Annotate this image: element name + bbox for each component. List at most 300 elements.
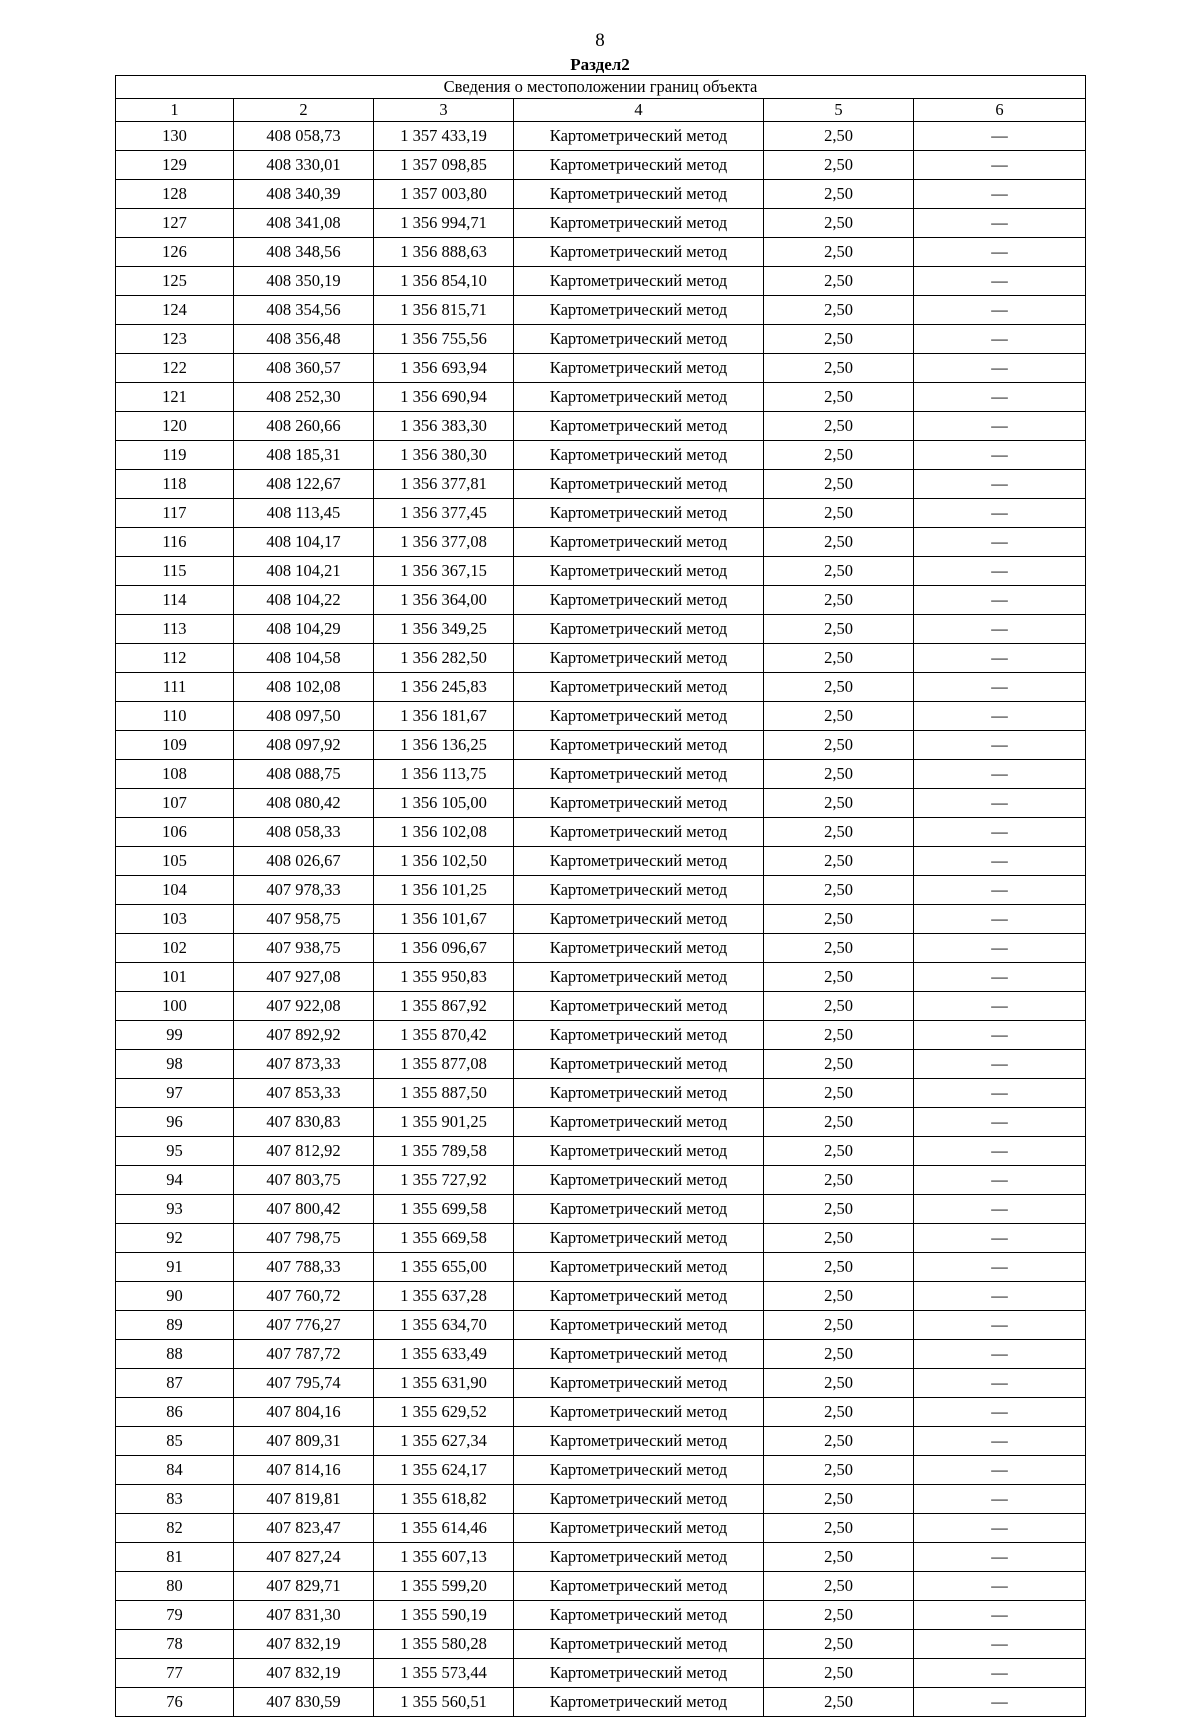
determination-method: Картометрический метод [514, 789, 764, 818]
coord-x: 407 938,75 [234, 934, 374, 963]
table-row [116, 1601, 1086, 1630]
table-title: Сведения о местоположении границ объекта [116, 76, 1086, 99]
determination-method: Картометрический метод [514, 644, 764, 673]
coord-y: 1 356 096,67 [374, 934, 514, 963]
coord-y: 1 356 245,83 [374, 673, 514, 702]
description: — [914, 1369, 1086, 1398]
coord-x: 408 330,01 [234, 151, 374, 180]
table-row [116, 151, 1086, 180]
accuracy: 2,50 [764, 267, 914, 296]
description: — [914, 1079, 1086, 1108]
coord-y: 1 356 888,63 [374, 238, 514, 267]
point-number: 95 [116, 1137, 234, 1166]
coord-x: 408 097,50 [234, 702, 374, 731]
table-row [116, 1485, 1086, 1514]
determination-method: Картометрический метод [514, 586, 764, 615]
coord-x: 408 340,39 [234, 180, 374, 209]
determination-method: Картометрический метод [514, 963, 764, 992]
coord-x: 408 104,58 [234, 644, 374, 673]
determination-method: Картометрический метод [514, 905, 764, 934]
table-row [116, 1659, 1086, 1688]
coord-y: 1 356 102,50 [374, 847, 514, 876]
determination-method: Картометрический метод [514, 122, 764, 151]
coord-x: 408 360,57 [234, 354, 374, 383]
accuracy: 2,50 [764, 412, 914, 441]
accuracy: 2,50 [764, 1079, 914, 1108]
accuracy: 2,50 [764, 1021, 914, 1050]
coord-x: 408 080,42 [234, 789, 374, 818]
point-number: 91 [116, 1253, 234, 1282]
coord-x: 407 892,92 [234, 1021, 374, 1050]
table-row [116, 1572, 1086, 1601]
point-number: 105 [116, 847, 234, 876]
coord-y: 1 356 994,71 [374, 209, 514, 238]
determination-method: Картометрический метод [514, 441, 764, 470]
accuracy: 2,50 [764, 1630, 914, 1659]
accuracy: 2,50 [764, 586, 914, 615]
description: — [914, 151, 1086, 180]
coord-x: 407 787,72 [234, 1340, 374, 1369]
table-row [116, 528, 1086, 557]
table-row [116, 325, 1086, 354]
table-row [116, 499, 1086, 528]
coord-x: 407 795,74 [234, 1369, 374, 1398]
point-number: 97 [116, 1079, 234, 1108]
accuracy: 2,50 [764, 615, 914, 644]
coord-x: 408 102,08 [234, 673, 374, 702]
determination-method: Картометрический метод [514, 847, 764, 876]
column-number-1: 1 [116, 99, 234, 122]
determination-method: Картометрический метод [514, 673, 764, 702]
determination-method: Картометрический метод [514, 1543, 764, 1572]
point-number: 120 [116, 412, 234, 441]
determination-method: Картометрический метод [514, 1369, 764, 1398]
accuracy: 2,50 [764, 354, 914, 383]
table-row [116, 818, 1086, 847]
point-number: 100 [116, 992, 234, 1021]
determination-method: Картометрический метод [514, 1659, 764, 1688]
coord-y: 1 356 755,56 [374, 325, 514, 354]
table-row [116, 789, 1086, 818]
table-row [116, 1398, 1086, 1427]
coord-x: 408 354,56 [234, 296, 374, 325]
coord-y: 1 355 631,90 [374, 1369, 514, 1398]
determination-method: Картометрический метод [514, 325, 764, 354]
point-number: 127 [116, 209, 234, 238]
point-number: 125 [116, 267, 234, 296]
description: — [914, 789, 1086, 818]
determination-method: Картометрический метод [514, 528, 764, 557]
coord-y: 1 356 105,00 [374, 789, 514, 818]
description: — [914, 1224, 1086, 1253]
description: — [914, 905, 1086, 934]
description: — [914, 818, 1086, 847]
determination-method: Картометрический метод [514, 296, 764, 325]
accuracy: 2,50 [764, 702, 914, 731]
accuracy: 2,50 [764, 1224, 914, 1253]
description: — [914, 557, 1086, 586]
table-row [116, 1108, 1086, 1137]
point-number: 93 [116, 1195, 234, 1224]
coord-y: 1 356 364,00 [374, 586, 514, 615]
table-row [116, 876, 1086, 905]
point-number: 81 [116, 1543, 234, 1572]
coord-y: 1 355 669,58 [374, 1224, 514, 1253]
coord-y: 1 356 136,25 [374, 731, 514, 760]
coord-y: 1 355 950,83 [374, 963, 514, 992]
coord-y: 1 357 098,85 [374, 151, 514, 180]
table-row [116, 992, 1086, 1021]
point-number: 112 [116, 644, 234, 673]
point-number: 106 [116, 818, 234, 847]
table-row [116, 673, 1086, 702]
coord-x: 408 058,33 [234, 818, 374, 847]
coord-y: 1 355 599,20 [374, 1572, 514, 1601]
accuracy: 2,50 [764, 1485, 914, 1514]
description: — [914, 1340, 1086, 1369]
determination-method: Картометрический метод [514, 354, 764, 383]
coord-x: 408 122,67 [234, 470, 374, 499]
description: — [914, 1601, 1086, 1630]
coord-y: 1 356 181,67 [374, 702, 514, 731]
coord-x: 408 104,21 [234, 557, 374, 586]
accuracy: 2,50 [764, 209, 914, 238]
accuracy: 2,50 [764, 760, 914, 789]
description: — [914, 209, 1086, 238]
coord-y: 1 356 380,30 [374, 441, 514, 470]
coord-y: 1 355 560,51 [374, 1688, 514, 1717]
accuracy: 2,50 [764, 296, 914, 325]
determination-method: Картометрический метод [514, 702, 764, 731]
determination-method: Картометрический метод [514, 1572, 764, 1601]
table-row [116, 180, 1086, 209]
coord-x: 407 819,81 [234, 1485, 374, 1514]
table-row [116, 383, 1086, 412]
coord-y: 1 355 614,46 [374, 1514, 514, 1543]
point-number: 89 [116, 1311, 234, 1340]
accuracy: 2,50 [764, 1369, 914, 1398]
point-number: 122 [116, 354, 234, 383]
coord-y: 1 356 377,45 [374, 499, 514, 528]
determination-method: Картометрический метод [514, 267, 764, 296]
description: — [914, 1572, 1086, 1601]
accuracy: 2,50 [764, 1311, 914, 1340]
table-row [116, 1543, 1086, 1572]
table-row [116, 412, 1086, 441]
determination-method: Картометрический метод [514, 499, 764, 528]
coord-y: 1 355 655,00 [374, 1253, 514, 1282]
coord-x: 408 104,29 [234, 615, 374, 644]
table-row [116, 267, 1086, 296]
coord-y: 1 355 699,58 [374, 1195, 514, 1224]
description: — [914, 441, 1086, 470]
determination-method: Картометрический метод [514, 1108, 764, 1137]
table-title-row [116, 76, 1086, 99]
point-number: 102 [116, 934, 234, 963]
point-number: 85 [116, 1427, 234, 1456]
coord-y: 1 356 854,10 [374, 267, 514, 296]
coord-y: 1 355 789,58 [374, 1137, 514, 1166]
coord-x: 407 958,75 [234, 905, 374, 934]
point-number: 119 [116, 441, 234, 470]
point-number: 104 [116, 876, 234, 905]
coord-y: 1 355 590,19 [374, 1601, 514, 1630]
determination-method: Картометрический метод [514, 1630, 764, 1659]
coord-x: 407 823,47 [234, 1514, 374, 1543]
description: — [914, 963, 1086, 992]
description: — [914, 499, 1086, 528]
determination-method: Картометрический метод [514, 1195, 764, 1224]
description: — [914, 1427, 1086, 1456]
table-row [116, 586, 1086, 615]
point-number: 84 [116, 1456, 234, 1485]
coord-x: 408 104,22 [234, 586, 374, 615]
description: — [914, 760, 1086, 789]
determination-method: Картометрический метод [514, 180, 764, 209]
determination-method: Картометрический метод [514, 1079, 764, 1108]
determination-method: Картометрический метод [514, 1021, 764, 1050]
coord-y: 1 355 637,28 [374, 1282, 514, 1311]
determination-method: Картометрический метод [514, 209, 764, 238]
table-row [116, 731, 1086, 760]
description: — [914, 992, 1086, 1021]
coord-y: 1 356 102,08 [374, 818, 514, 847]
table-row [116, 1021, 1086, 1050]
table-row [116, 1224, 1086, 1253]
accuracy: 2,50 [764, 731, 914, 760]
coord-y: 1 356 377,81 [374, 470, 514, 499]
coord-y: 1 355 627,34 [374, 1427, 514, 1456]
point-number: 82 [116, 1514, 234, 1543]
determination-method: Картометрический метод [514, 992, 764, 1021]
accuracy: 2,50 [764, 934, 914, 963]
accuracy: 2,50 [764, 644, 914, 673]
table-row [116, 557, 1086, 586]
description: — [914, 1630, 1086, 1659]
point-number: 124 [116, 296, 234, 325]
coord-x: 407 812,92 [234, 1137, 374, 1166]
point-number: 96 [116, 1108, 234, 1137]
accuracy: 2,50 [764, 1137, 914, 1166]
table-row [116, 905, 1086, 934]
description: — [914, 586, 1086, 615]
coord-x: 407 853,33 [234, 1079, 374, 1108]
coord-y: 1 355 870,42 [374, 1021, 514, 1050]
table-row [116, 847, 1086, 876]
coord-x: 408 341,08 [234, 209, 374, 238]
description: — [914, 325, 1086, 354]
accuracy: 2,50 [764, 1543, 914, 1572]
column-number-4: 4 [514, 99, 764, 122]
accuracy: 2,50 [764, 992, 914, 1021]
determination-method: Картометрический метод [514, 1485, 764, 1514]
point-number: 110 [116, 702, 234, 731]
point-number: 99 [116, 1021, 234, 1050]
description: — [914, 296, 1086, 325]
coord-y: 1 355 634,70 [374, 1311, 514, 1340]
coord-x: 408 058,73 [234, 122, 374, 151]
description: — [914, 1688, 1086, 1717]
coord-x: 407 873,33 [234, 1050, 374, 1079]
table-row [116, 644, 1086, 673]
determination-method: Картометрический метод [514, 1601, 764, 1630]
determination-method: Картометрический метод [514, 876, 764, 905]
accuracy: 2,50 [764, 673, 914, 702]
accuracy: 2,50 [764, 383, 914, 412]
coord-y: 1 356 815,71 [374, 296, 514, 325]
table-row [116, 1514, 1086, 1543]
accuracy: 2,50 [764, 1427, 914, 1456]
description: — [914, 1166, 1086, 1195]
description: — [914, 1021, 1086, 1050]
coord-x: 408 088,75 [234, 760, 374, 789]
table-row [116, 615, 1086, 644]
determination-method: Картометрический метод [514, 470, 764, 499]
accuracy: 2,50 [764, 1282, 914, 1311]
table-row [116, 1456, 1086, 1485]
table-row [116, 1079, 1086, 1108]
point-number: 111 [116, 673, 234, 702]
description: — [914, 615, 1086, 644]
determination-method: Картометрический метод [514, 1688, 764, 1717]
accuracy: 2,50 [764, 557, 914, 586]
determination-method: Картометрический метод [514, 760, 764, 789]
section-label: Раздел2 [570, 55, 630, 74]
point-number: 117 [116, 499, 234, 528]
coord-y: 1 357 433,19 [374, 122, 514, 151]
description: — [914, 1311, 1086, 1340]
table-row [116, 441, 1086, 470]
point-number: 101 [116, 963, 234, 992]
table-row [116, 1688, 1086, 1717]
coord-y: 1 356 101,67 [374, 905, 514, 934]
accuracy: 2,50 [764, 1398, 914, 1427]
coord-y: 1 355 607,13 [374, 1543, 514, 1572]
coord-x: 407 814,16 [234, 1456, 374, 1485]
table-row [116, 1253, 1086, 1282]
description: — [914, 528, 1086, 557]
point-number: 77 [116, 1659, 234, 1688]
description: — [914, 1253, 1086, 1282]
description: — [914, 1485, 1086, 1514]
point-number: 130 [116, 122, 234, 151]
determination-method: Картометрический метод [514, 731, 764, 760]
coord-y: 1 355 633,49 [374, 1340, 514, 1369]
point-number: 114 [116, 586, 234, 615]
description: — [914, 1195, 1086, 1224]
description: — [914, 267, 1086, 296]
table-row [116, 1630, 1086, 1659]
coord-y: 1 356 383,30 [374, 412, 514, 441]
description: — [914, 673, 1086, 702]
point-number: 108 [116, 760, 234, 789]
coord-y: 1 355 901,25 [374, 1108, 514, 1137]
description: — [914, 702, 1086, 731]
determination-method: Картометрический метод [514, 383, 764, 412]
point-number: 79 [116, 1601, 234, 1630]
determination-method: Картометрический метод [514, 818, 764, 847]
coordinates-table [115, 75, 1086, 1717]
coord-y: 1 356 113,75 [374, 760, 514, 789]
point-number: 116 [116, 528, 234, 557]
point-number: 109 [116, 731, 234, 760]
determination-method: Картометрический метод [514, 1456, 764, 1485]
determination-method: Картометрический метод [514, 1253, 764, 1282]
determination-method: Картометрический метод [514, 615, 764, 644]
accuracy: 2,50 [764, 818, 914, 847]
coord-x: 408 026,67 [234, 847, 374, 876]
description: — [914, 1137, 1086, 1166]
coord-x: 407 832,19 [234, 1630, 374, 1659]
determination-method: Картометрический метод [514, 1282, 764, 1311]
point-number: 128 [116, 180, 234, 209]
table-row [116, 1369, 1086, 1398]
point-number: 86 [116, 1398, 234, 1427]
table-row [116, 702, 1086, 731]
description: — [914, 180, 1086, 209]
table-row [116, 296, 1086, 325]
description: — [914, 1514, 1086, 1543]
coord-x: 408 113,45 [234, 499, 374, 528]
table-row [116, 1282, 1086, 1311]
coord-x: 408 252,30 [234, 383, 374, 412]
determination-method: Картометрический метод [514, 1224, 764, 1253]
description: — [914, 122, 1086, 151]
point-number: 78 [116, 1630, 234, 1659]
accuracy: 2,50 [764, 1253, 914, 1282]
accuracy: 2,50 [764, 847, 914, 876]
description: — [914, 1108, 1086, 1137]
description: — [914, 1282, 1086, 1311]
accuracy: 2,50 [764, 1688, 914, 1717]
point-number: 121 [116, 383, 234, 412]
table-row [116, 963, 1086, 992]
description: — [914, 1398, 1086, 1427]
determination-method: Картометрический метод [514, 238, 764, 267]
coord-y: 1 355 727,92 [374, 1166, 514, 1195]
column-number-5: 5 [764, 99, 914, 122]
coord-x: 407 827,24 [234, 1543, 374, 1572]
table-row [116, 238, 1086, 267]
coord-y: 1 355 618,82 [374, 1485, 514, 1514]
coord-y: 1 355 629,52 [374, 1398, 514, 1427]
table-row [116, 1427, 1086, 1456]
point-number: 126 [116, 238, 234, 267]
coord-x: 407 798,75 [234, 1224, 374, 1253]
coord-y: 1 356 349,25 [374, 615, 514, 644]
determination-method: Картометрический метод [514, 1050, 764, 1079]
coord-x: 407 800,42 [234, 1195, 374, 1224]
coord-x: 407 760,72 [234, 1282, 374, 1311]
column-number-row [116, 99, 1086, 122]
description: — [914, 731, 1086, 760]
coord-x: 407 832,19 [234, 1659, 374, 1688]
column-number-6: 6 [914, 99, 1086, 122]
coord-y: 1 356 367,15 [374, 557, 514, 586]
point-number: 129 [116, 151, 234, 180]
accuracy: 2,50 [764, 441, 914, 470]
point-number: 92 [116, 1224, 234, 1253]
coord-y: 1 356 101,25 [374, 876, 514, 905]
table-row [116, 209, 1086, 238]
description: — [914, 1659, 1086, 1688]
determination-method: Картометрический метод [514, 1166, 764, 1195]
description: — [914, 354, 1086, 383]
table-body [116, 76, 1086, 1717]
determination-method: Картометрический метод [514, 151, 764, 180]
coord-x: 407 809,31 [234, 1427, 374, 1456]
determination-method: Картометрический метод [514, 1340, 764, 1369]
